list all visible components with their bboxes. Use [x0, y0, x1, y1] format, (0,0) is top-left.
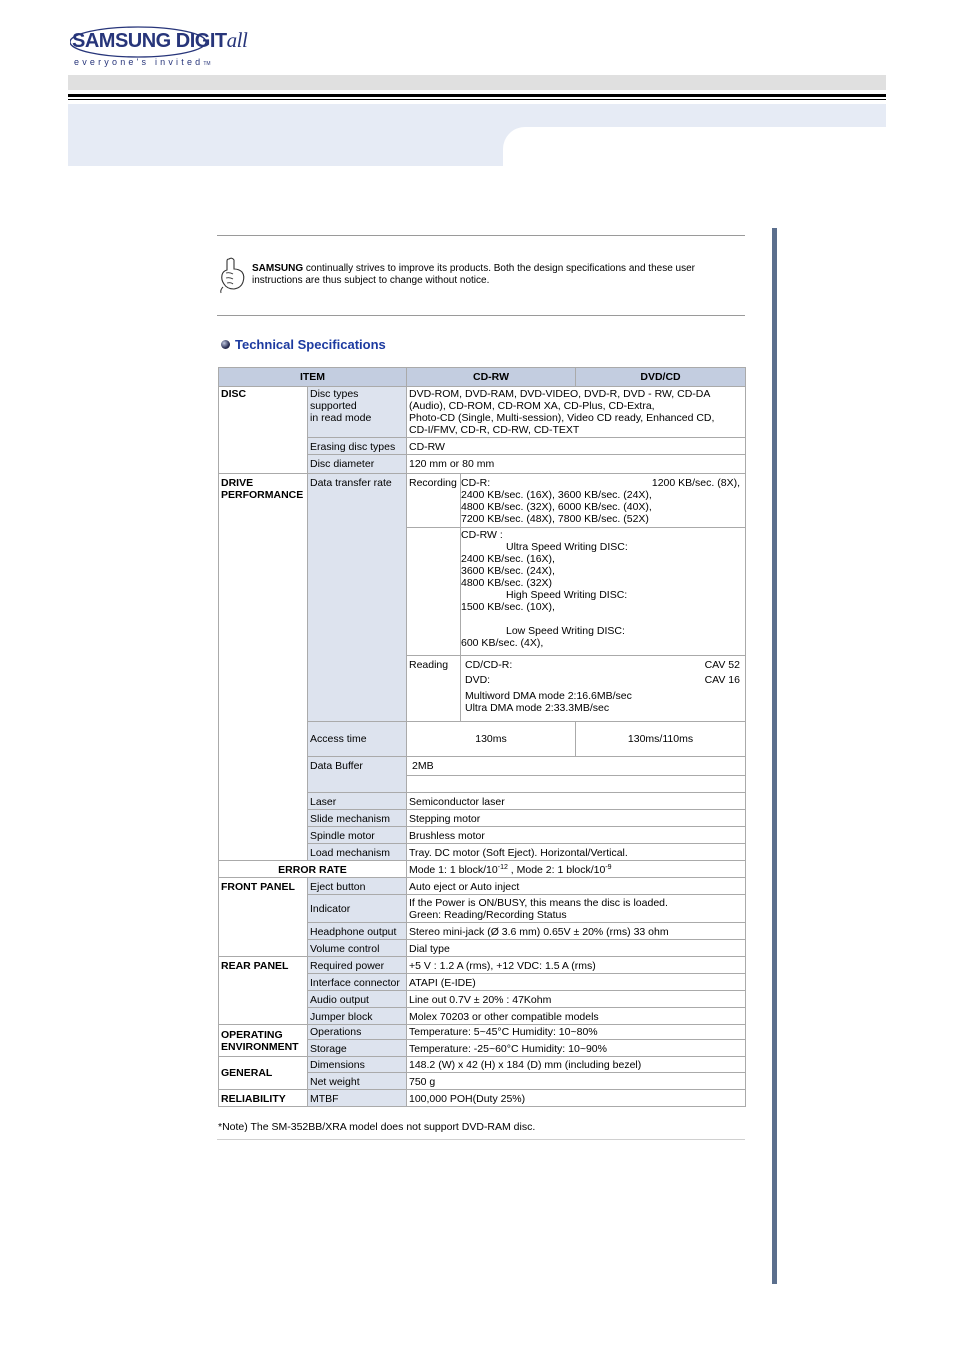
item-label: Operations — [308, 1025, 407, 1040]
reading-rates: CD/CD-R: CAV 52 DVD: CAV 16 Multiword DMA mode 2:16.6MB/sec Ultra DMA mode 2:33.3MB/sec — [461, 656, 746, 722]
item-value: ATAPI (E-IDE) — [407, 974, 746, 991]
table-row — [219, 878, 746, 895]
item-value: 120 mm or 80 mm — [407, 455, 746, 474]
item-label: Audio output — [308, 991, 407, 1008]
header-thin-rule — [68, 99, 886, 100]
category-error-rate: ERROR RATE — [219, 861, 407, 878]
item-label: Storage — [308, 1040, 407, 1057]
item-value: Brushless motor — [407, 827, 746, 844]
item-label: Indicator — [308, 895, 407, 923]
item-value: Temperature: 5~45°C Humidity: 10~80% — [407, 1025, 746, 1040]
table-row — [219, 1057, 746, 1073]
item-label: Jumper block — [308, 1008, 407, 1025]
title-banner-tab — [68, 127, 503, 166]
recording-label: Recording — [407, 474, 461, 528]
item-label: Required power — [308, 957, 407, 974]
divider — [217, 315, 745, 316]
logo-tagline: everyone's invitedTM — [74, 57, 211, 67]
item-label: Interface connector — [308, 974, 407, 991]
header-grey-band — [68, 75, 886, 90]
category-rear-panel: REAR PANEL — [219, 957, 308, 1025]
item-value: Mode 1: 1 block/$10^{-12}$ , Mode 2: 1 block/$10^{-9}$ — [407, 861, 746, 878]
category-reliability: RELIABILITY — [219, 1090, 308, 1107]
divider — [217, 235, 745, 236]
footnote: *Note) The SM-352BB/XRA model does not support DVD-RAM disc. — [218, 1121, 536, 1133]
item-label: Disc diameter — [308, 455, 407, 474]
item-value: 750 g — [407, 1073, 746, 1090]
item-label: Data Buffer — [308, 757, 407, 793]
table-row — [219, 957, 746, 974]
item-value: If the Power is ON/BUSY, this means the disc is loaded. Green: Reading/Recording Status — [407, 895, 746, 923]
item-label: Access time — [308, 722, 407, 757]
item-value: Tray. DC motor (Soft Eject). Horizontal/Vertical. — [407, 844, 746, 861]
item-label: Volume control — [308, 940, 407, 957]
header-item: ITEM — [219, 368, 407, 387]
item-label: Eject button — [308, 878, 407, 895]
table-row — [219, 1090, 746, 1107]
notice-text: SAMSUNG continually strives to improve its products. Both the design specifications and these user instructions are thus subject to change without notice. — [252, 263, 695, 286]
item-label: Disc types supported in read mode — [308, 387, 407, 438]
item-label: Headphone output — [308, 923, 407, 940]
item-value: Molex 70203 or other compatible models — [407, 1008, 746, 1025]
item-value: CD-RW — [407, 438, 746, 455]
item-value: Temperature: -25~60°C Humidity: 10~90% — [407, 1040, 746, 1057]
item-value: +5 V : 1.2 A (rms), +12 VDC: 1.5 A (rms) — [407, 957, 746, 974]
item-label: Net weight — [308, 1073, 407, 1090]
item-label: Data transfer rate — [308, 474, 407, 722]
category-drive-performance: DRIVE PERFORMANCE — [219, 474, 308, 861]
logo-brand-text: SAMSUNG DIGITall — [72, 28, 248, 52]
category-general: GENERAL — [219, 1057, 308, 1090]
item-value: 2MB — [407, 757, 746, 776]
item-label: Slide mechanism — [308, 810, 407, 827]
item-label: Dimensions — [308, 1057, 407, 1073]
table-row — [219, 1025, 746, 1040]
item-value: Auto eject or Auto inject — [407, 878, 746, 895]
item-value: Stereo mini-jack (Ø 3.6 mm) 0.65V ± 20% (rms) 33 ohm — [407, 923, 746, 940]
category-front-panel: FRONT PANEL — [219, 878, 308, 957]
reading-label: Reading — [407, 656, 461, 722]
item-value: 130ms — [407, 722, 576, 757]
header-cdrw: CD-RW — [407, 368, 576, 387]
item-label: Erasing disc types — [308, 438, 407, 455]
item-label: Laser — [308, 793, 407, 810]
table-row — [219, 861, 746, 878]
cdr-rates: CD-R: 1200 KB/sec. (8X), 2400 KB/sec. (16X), 3600 KB/sec. (24X), 4800 KB/sec. (32X), 6000 KB/sec. (40X), 7200 KB/sec. (48X), 7800 KB/sec. (52X) — [461, 474, 746, 528]
divider — [217, 1139, 745, 1140]
header-dvdcd: DVD/CD — [576, 368, 746, 387]
table-header-row — [219, 368, 746, 387]
item-label: Load mechanism — [308, 844, 407, 861]
item-value: DVD-ROM, DVD-RAM, DVD-VIDEO, DVD-R, DVD - RW, CD-DA (Audio), CD-ROM, CD-ROM XA, CD-Plus, CD-Extra, Photo-CD (Single, Multi-session), Video CD ready, Enhanced CD, CD-I/FMV, CD-R, CD-RW, CD-TEXT — [407, 387, 746, 438]
item-value: Line out 0.7V ± 20% : 47Kohm — [407, 991, 746, 1008]
samsung-logo — [70, 24, 248, 70]
item-value: 148.2 (W) x 42 (H) x 184 (D) mm (including bezel) — [407, 1057, 746, 1073]
item-label: Spindle motor — [308, 827, 407, 844]
table-row — [219, 474, 746, 528]
table-row — [219, 387, 746, 438]
section-title: Technical Specifications — [221, 337, 386, 352]
item-value: 100,000 POH(Duty 25%) — [407, 1090, 746, 1107]
item-value: Dial type — [407, 940, 746, 957]
item-value: 130ms/110ms — [576, 722, 746, 757]
bullet-icon — [221, 340, 230, 349]
item-value: Semiconductor laser — [407, 793, 746, 810]
item-label: MTBF — [308, 1090, 407, 1107]
spec-table — [218, 367, 746, 1107]
title-banner — [68, 104, 886, 127]
right-side-bar — [772, 228, 777, 1284]
cdrw-rates: CD-RW : Ultra Speed Writing DISC: 2400 KB/sec. (16X), 3600 KB/sec. (24X), 4800 KB/sec. (32X) High Speed Writing DISC: 1500 KB/sec. (10X), Low Speed Writing DISC: 600 KB/sec. (4X), — [461, 528, 746, 656]
category-disc: DISC — [219, 387, 308, 474]
category-operating-environment: OPERATING ENVIRONMENT — [219, 1025, 308, 1057]
item-value: Stepping motor — [407, 810, 746, 827]
pointing-hand-icon — [219, 256, 247, 294]
header-black-rule — [68, 94, 886, 97]
